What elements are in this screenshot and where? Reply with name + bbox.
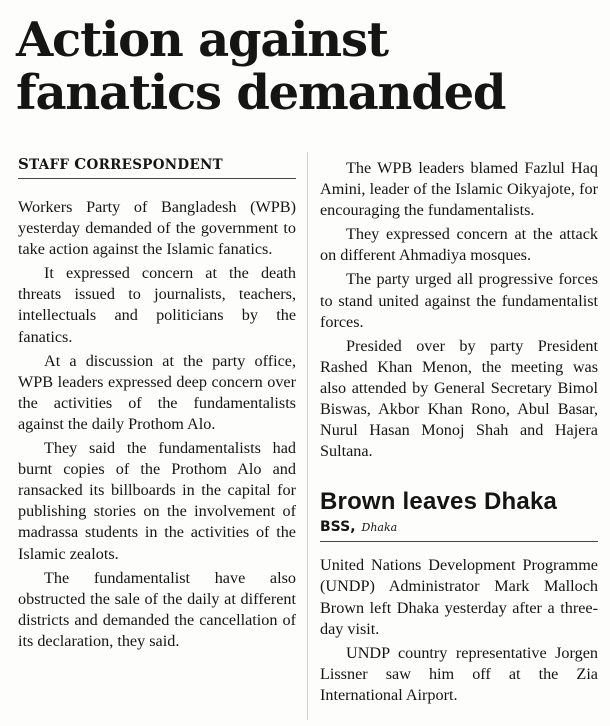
brief-body (320, 555, 598, 706)
article-paragraph: They expressed concern at the attack on different Ahmadiya mosques. (320, 225, 598, 265)
article-paragraph: Presided over by party President Rashed Khan Menon, the meeting was also attended by General Secretary Bimol Biswas, Akbor Khan Rono, Abul Basar, Nurul Hasan Monoj Shah and Hajera Sultana. (320, 336, 598, 461)
article-paragraph: The WPB leaders blamed Fazlul Haq Amini, leader of the Islamic Oikyajote, for encouraging the fundamentalists. (320, 159, 598, 220)
article-paragraph: The fundamentalist have also obstructed the sale of the daily at different districts and demanded the cancellation of its declaration, they said. (18, 568, 296, 650)
brief-agency: BSS, (320, 519, 356, 536)
brief-headline: Brown leaves Dhaka (320, 488, 558, 516)
byline (18, 154, 296, 179)
article-paragraph: It expressed concern at the death threats issued to journalists, teachers, intellectuals and politicians by the fanatics. (18, 264, 296, 346)
headline: Action against fanatics demanded (16, 12, 506, 121)
brief-byline (320, 518, 598, 542)
column-divider (307, 152, 308, 720)
right-column-body (320, 158, 598, 462)
brief-dateline: Dhaka (361, 521, 398, 535)
article-paragraph: The party urged all progressive forces to stand united against the fundamentalist forces. (320, 270, 598, 331)
brief-paragraph: United Nations Development Programme (UNDP) Administrator Mark Malloch Brown left Dhaka yesterday after a three-day visit. (320, 556, 598, 638)
article-paragraph: Workers Party of Bangladesh (WPB) yesterday demanded of the government to take action against the Islamic fanatics. (18, 198, 296, 259)
right-column (320, 158, 598, 706)
article-paragraph: At a discussion at the party office, WPB leaders expressed deep concern over the activities of the fundamentalists against the daily Prothom Alo. (18, 351, 296, 433)
brief-paragraph: UNDP country representative Jorgen Lissner saw him off at the Zia International Airport. (320, 643, 598, 704)
left-column-body (18, 197, 296, 652)
article-paragraph: They said the fundamentalists had burnt copies of the Prothom Alo and ransacked its billboards in the capital for publishing stories on the involvement of madrassa students in the activities of the Islamic zealots. (18, 439, 296, 563)
byline-text: STAFF CORRESPONDENT (18, 155, 224, 173)
left-column (18, 154, 296, 652)
